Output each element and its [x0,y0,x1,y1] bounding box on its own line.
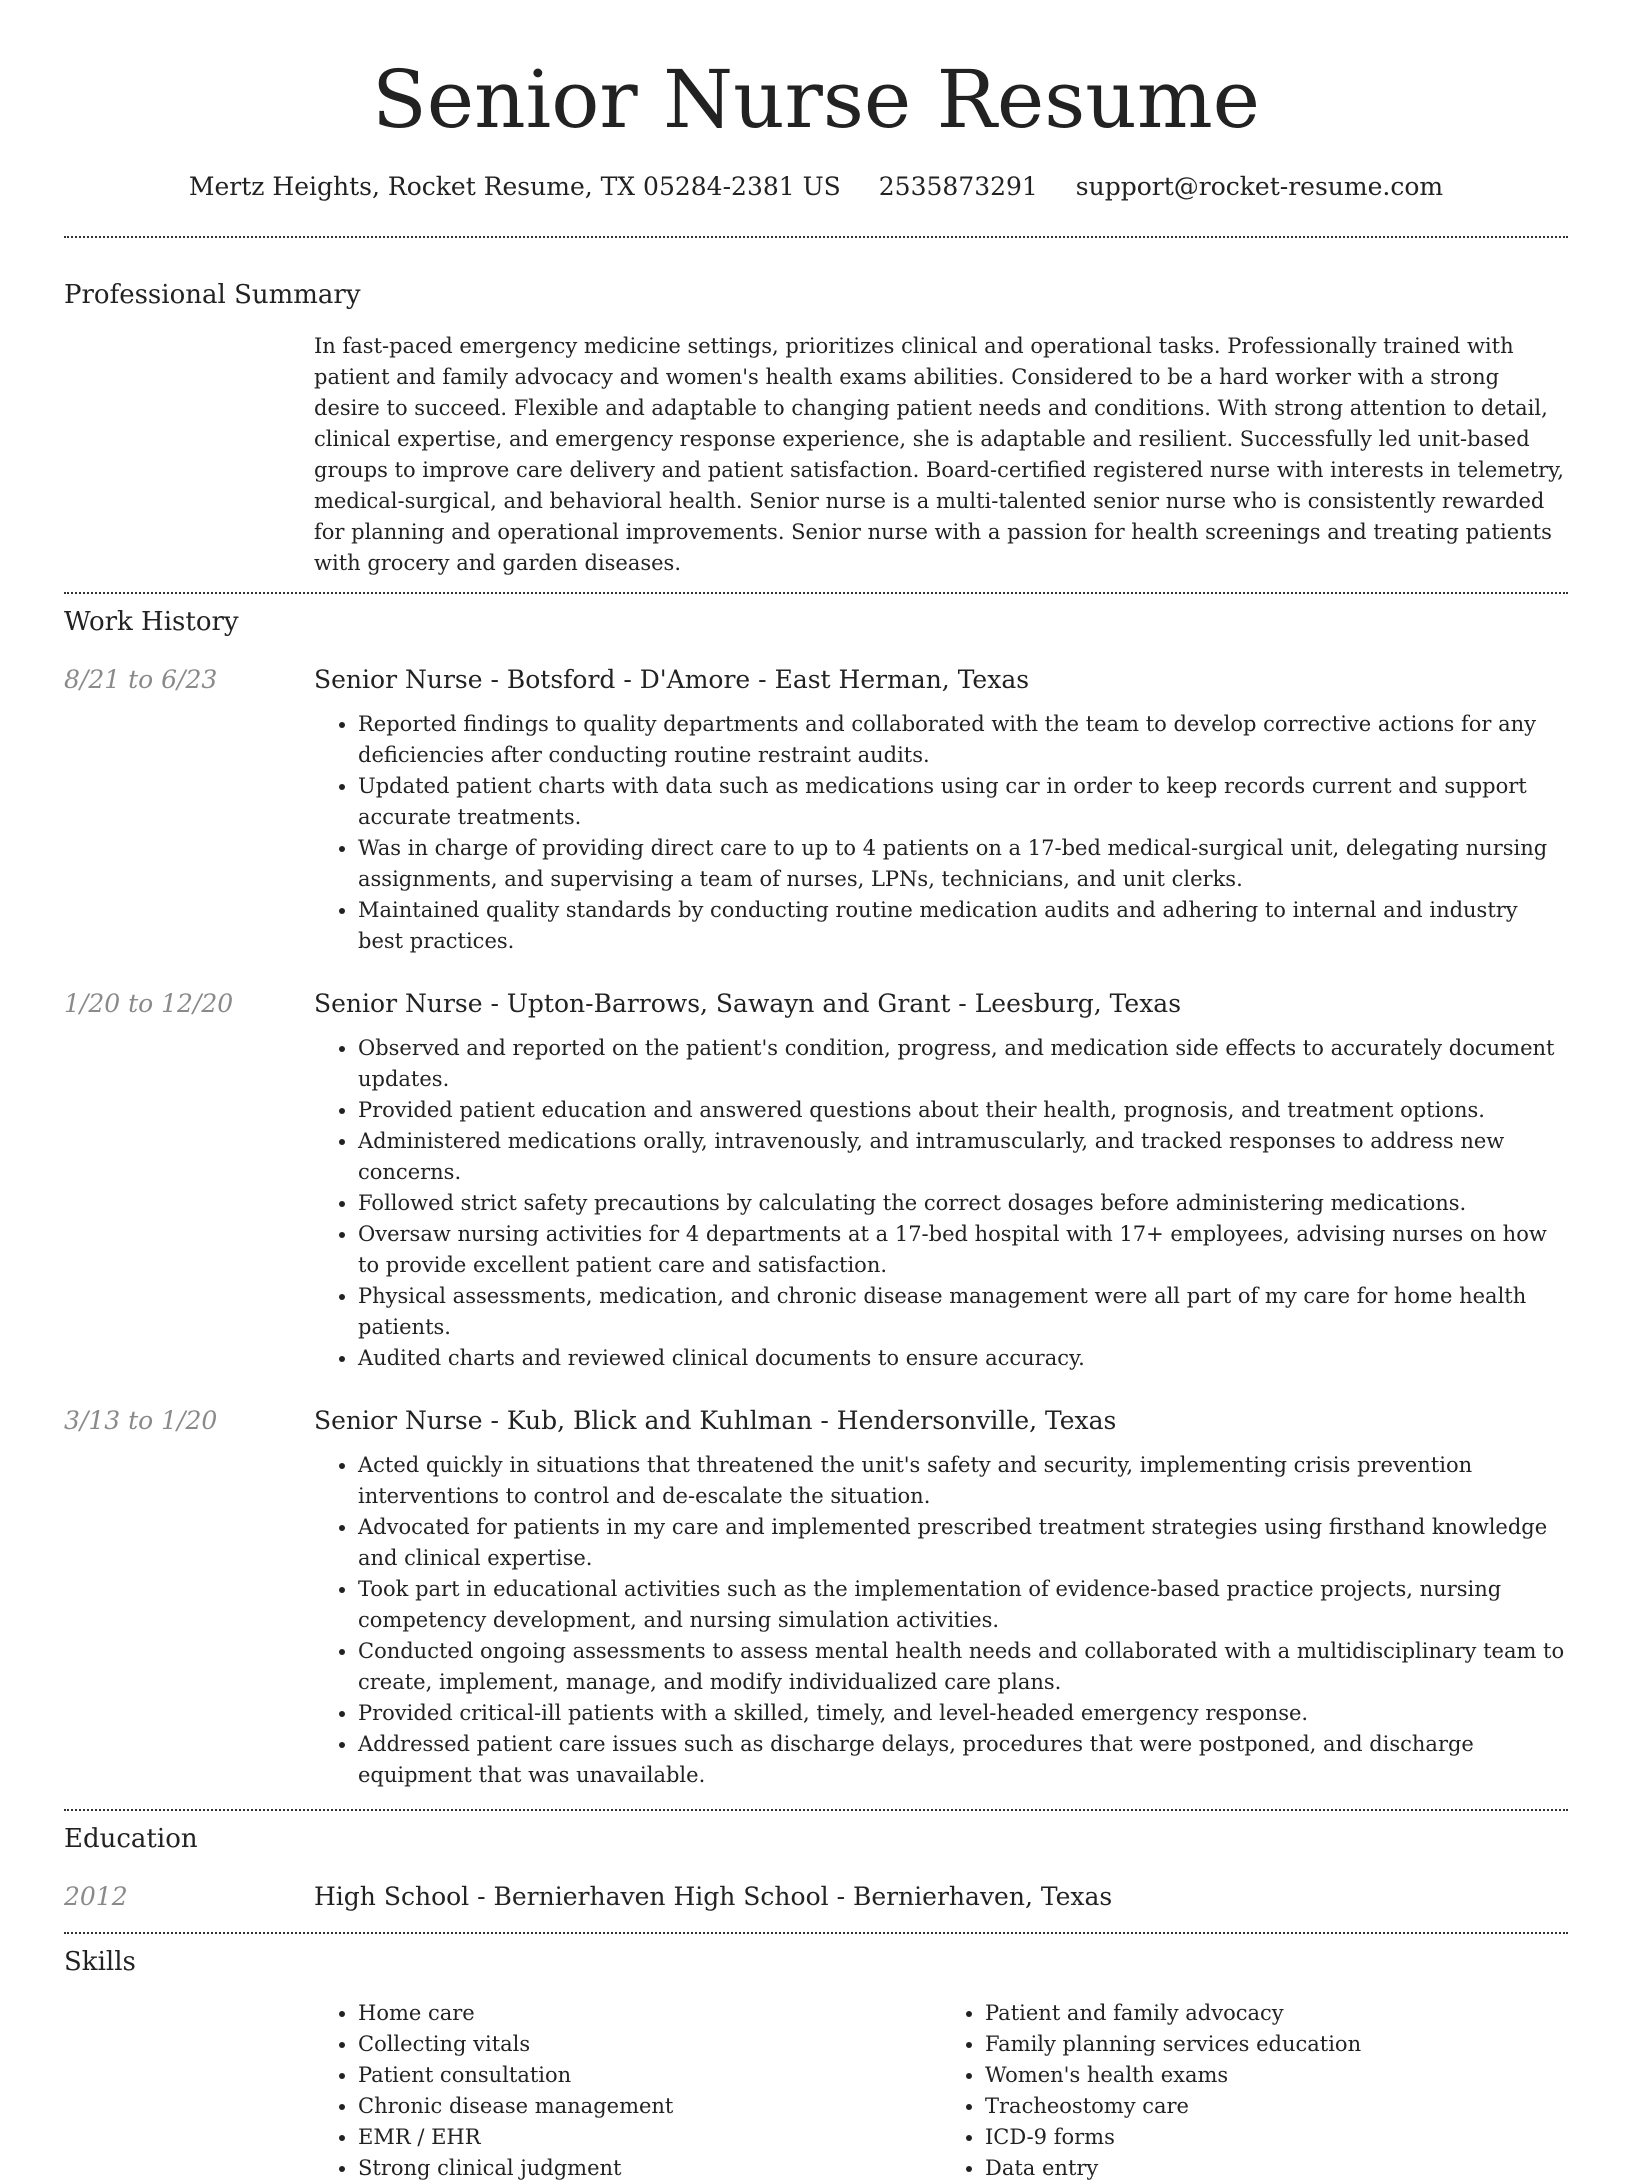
job-bullet: • Was in charge of providing direct care to up to 4 patients on a 17-bed medical-surgical unit, delegating nursing assignments, and supervising a team of nurses, LPNs, technicians, and unit clerks. [358,833,1568,895]
job-bullet: • Provided critical-ill patients with a skilled, timely, and level-headed emergency response. [358,1698,1568,1729]
job-bullet: • Physical assessments, medication, and chronic disease management were all part of my care for home health patients. [358,1281,1568,1343]
skill-item: • Home care [358,1998,941,2029]
skill-item: • Patient and family advocacy [985,1998,1568,2029]
job-body [314,663,1568,957]
skills-list-right [941,1998,1568,2184]
skill-item: • Strong clinical judgment [358,2153,941,2184]
job-bullet: • Addressed patient care issues such as discharge delays, procedures that were postponed, and discharge equipment that was unavailable. [358,1729,1568,1791]
job-title: Senior Nurse - Kub, Blick and Kuhlman - Hendersonville, Texas [314,1406,1117,1435]
education-year: 2012 [64,1882,128,1911]
job-bullet: • Oversaw nursing activities for 4 departments at a 17-bed hospital with 17+ employees, advising nurses on how to provide excellent patient care and satisfaction. [358,1219,1568,1281]
work-section [64,605,1568,1791]
job-body [314,1404,1568,1791]
skill-item: • Patient consultation [358,2060,941,2091]
job-entry [64,1404,1568,1791]
job-bullet: • Observed and reported on the patient's condition, progress, and medication side effects to accurately document updates. [358,1033,1568,1095]
job-title: Senior Nurse - Botsford - D'Amore - East Herman, Texas [314,665,1030,694]
skill-item: • Women's health exams [985,2060,1568,2091]
skill-item: • Data entry [985,2153,1568,2184]
job-bullet: • Acted quickly in situations that threatened the unit's safety and security, implementing crisis prevention interventions to control and de-escalate the situation. [358,1450,1568,1512]
resume-page [64,0,1568,2184]
job-bullet: • Followed strict safety precautions by calculating the correct dosages before administering medications. [358,1188,1568,1219]
job-dates: 1/20 to 12/20 [64,989,234,1018]
summary-body [314,331,1568,579]
skills-heading: Skills [64,1947,136,1977]
divider [64,236,1568,238]
divider [64,1932,1568,1934]
job-title: Senior Nurse - Upton-Barrows, Sawayn and Grant - Leesburg, Texas [314,989,1182,1018]
job-bullets [314,709,1568,957]
work-heading: Work History [64,607,239,637]
divider [64,592,1568,594]
skill-item: • Tracheostomy care [985,2091,1568,2122]
job-body [314,987,1568,1374]
resume-title: Senior Nurse Resume [371,53,1261,146]
summary-spacer [64,331,314,579]
job-bullets [314,1033,1568,1374]
summary-section [64,278,1568,579]
skill-item: • Family planning services education [985,2029,1568,2060]
education-section [64,1822,1568,1914]
skill-item: • EMR / EHR [358,2122,941,2153]
contact-phone: 2535873291 [878,172,1038,201]
summary-heading: Professional Summary [64,280,361,310]
job-bullet: • Reported findings to quality departments and collaborated with the team to develop corrective actions for any deficiencies after conducting routine restraint audits. [358,709,1568,771]
skill-item: • Collecting vitals [358,2029,941,2060]
skills-section [64,1945,1568,2184]
job-dates: 3/13 to 1/20 [64,1406,218,1435]
job-bullet: • Maintained quality standards by conducting routine medication audits and adhering to internal and industry best practices. [358,895,1568,957]
job-bullet: • Administered medications orally, intravenously, and intramuscularly, and tracked responses to address new concerns. [358,1126,1568,1188]
job-dates: 8/21 to 6/23 [64,665,218,694]
job-bullet: • Provided patient education and answered questions about their health, prognosis, and treatment options. [358,1095,1568,1126]
job-bullet: • Conducted ongoing assessments to assess mental health needs and collaborated with a multidisciplinary team to create, implement, manage, and modify individualized care plans. [358,1636,1568,1698]
job-bullet: • Updated patient charts with data such as medications using car in order to keep records current and support accurate treatments. [358,771,1568,833]
skill-item: • ICD-9 forms [985,2122,1568,2153]
education-title: High School - Bernierhaven High School - Bernierhaven, Texas [314,1882,1113,1911]
skills-columns [314,1998,1568,2184]
skills-row [64,1998,1568,2184]
contact-address: Mertz Heights, Rocket Resume, TX 05284-2381 US [188,172,841,201]
education-body [314,1880,1568,1914]
job-bullet: • Advocated for patients in my care and implemented prescribed treatment strategies using firsthand knowledge and clinical expertise. [358,1512,1568,1574]
job-bullet: • Took part in educational activities such as the implementation of evidence-based practice projects, nursing competency development, and nursing simulation activities. [358,1574,1568,1636]
job-bullet: • Audited charts and reviewed clinical documents to ensure accuracy. [358,1343,1568,1374]
job-entry [64,987,1568,1374]
job-entry [64,663,1568,957]
education-heading: Education [64,1824,198,1854]
contact-line [64,170,1568,204]
contact-email: support@rocket-resume.com [1075,172,1444,201]
divider [64,1809,1568,1811]
summary-text: In fast-paced emergency medicine settings, prioritizes clinical and operational tasks. Professionally trained with patient and family advocacy and women's health exams abilities. Considered to be a hard worker with a strong desire to succeed. Flexible and adaptable to changing patient needs and conditions. With strong attention to detail, clinical expertise, and emergency response experience, she is adaptable and resilient. Successfully led unit-based groups to improve care delivery and patient satisfaction. Board-certified registered nurse with interests in telemetry, medical-surgical, and behavioral health. Senior nurse is a multi-talented senior nurse who is consistently rewarded for planning and operational improvements. Senior nurse with a passion for health screenings and treating patients with grocery and garden diseases. [314,334,1564,575]
skill-item: • Chronic disease management [358,2091,941,2122]
job-bullets [314,1450,1568,1791]
skills-spacer [64,1998,314,2184]
education-entry [64,1880,1568,1914]
skills-list-left [314,1998,941,2184]
summary-row [64,331,1568,579]
